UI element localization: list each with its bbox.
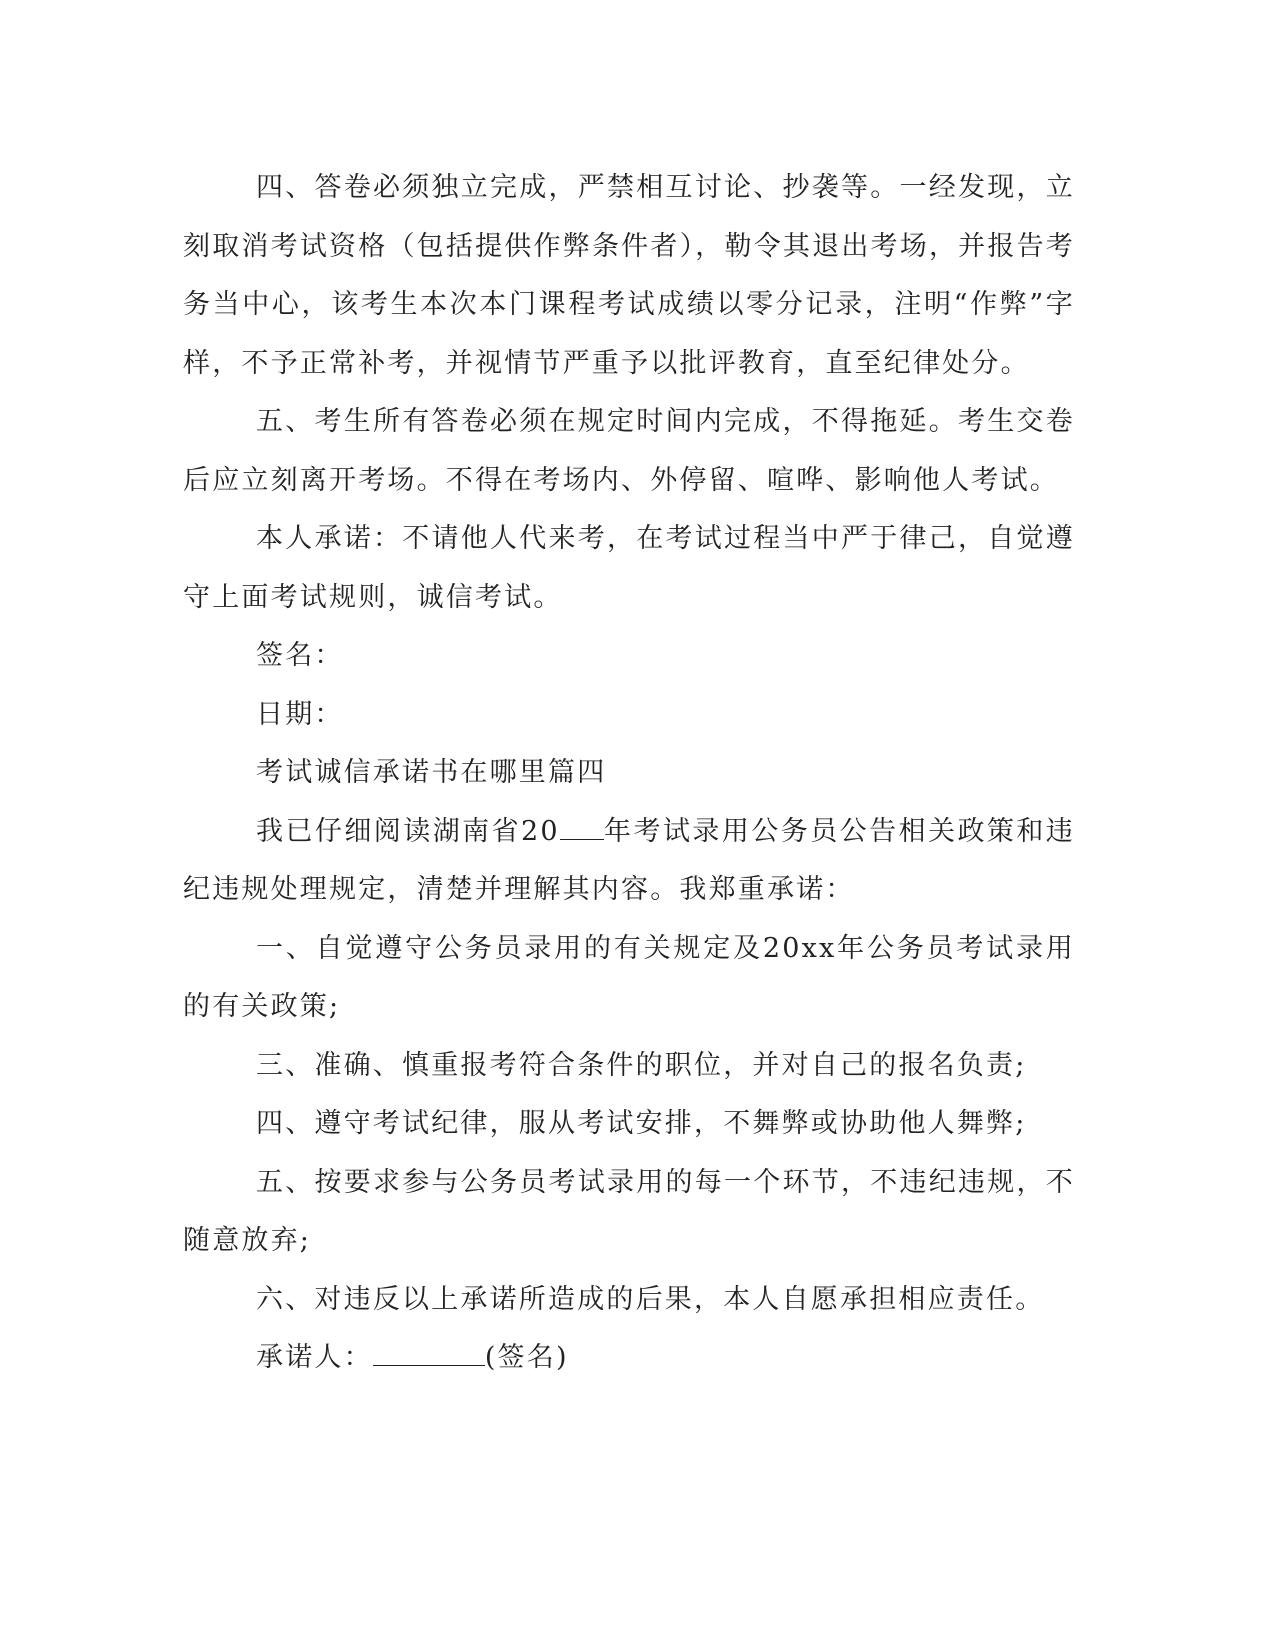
intro-paragraph — [183, 803, 1075, 920]
commitment-four: 四、遵守考试纪律，服从考试安排，不舞弊或协助他人舞弊; — [256, 1108, 1027, 1139]
year-blank — [560, 807, 604, 840]
signature-blank — [373, 1333, 485, 1366]
signature-note: (签名) — [484, 1342, 569, 1373]
document-body — [183, 159, 1075, 1388]
commitment-six: 六、对违反以上承诺所造成的后果，本人自愿承担相应责任。 — [256, 1283, 1045, 1315]
date-line: 日期： — [256, 698, 344, 730]
commitment-five: 五、按要求参与公务员考试录用的每一个环节，不违纪违规，不随意放弃; — [183, 1166, 1075, 1256]
section-heading: 考试诚信承诺书在哪里篇四 — [256, 757, 607, 788]
signature-line: 签名： — [256, 640, 344, 671]
promisor-label: 承诺人： — [256, 1342, 373, 1373]
intro-text-before: 我已仔细阅读湖南省20 — [256, 815, 560, 847]
pledge-paragraph: 本人承诺：不请他人代来考，在考试过程当中严于律己，自觉遵守上面考试规则，诚信考试。 — [183, 523, 1075, 613]
commitment-one: 一、自觉遵守公务员录用的有关规定及20xx年公务员考试录用的有关政策; — [183, 932, 1075, 1022]
commitment-three: 三、准确、慎重报考符合条件的职位，并对自己的报名负责; — [256, 1049, 1027, 1081]
rule-five-paragraph: 五、考生所有答卷必须在规定时间内完成，不得拖延。考生交卷后应立刻离开考场。不得在考场内、外停留、喧哗、影响他人考试。 — [183, 406, 1075, 496]
promisor-signature-line — [183, 1329, 1075, 1388]
intro-text-after: 年考试录用公务员公告相关政策和违纪违规处理规定，清楚并理解其内容。我郑重承诺： — [183, 815, 1076, 905]
rule-four-paragraph: 四、答卷必须独立完成，严禁相互讨论、抄袭等。一经发现，立刻取消考试资格（包括提供作弊条件者），勒令其退出考场，并报告考务当中心，该考生本次本门课程考试成绩以零分记录，注明“作弊”字样，不予正常补考，并视情节严重予以批评教育，直至纪律处分。 — [183, 172, 1075, 379]
